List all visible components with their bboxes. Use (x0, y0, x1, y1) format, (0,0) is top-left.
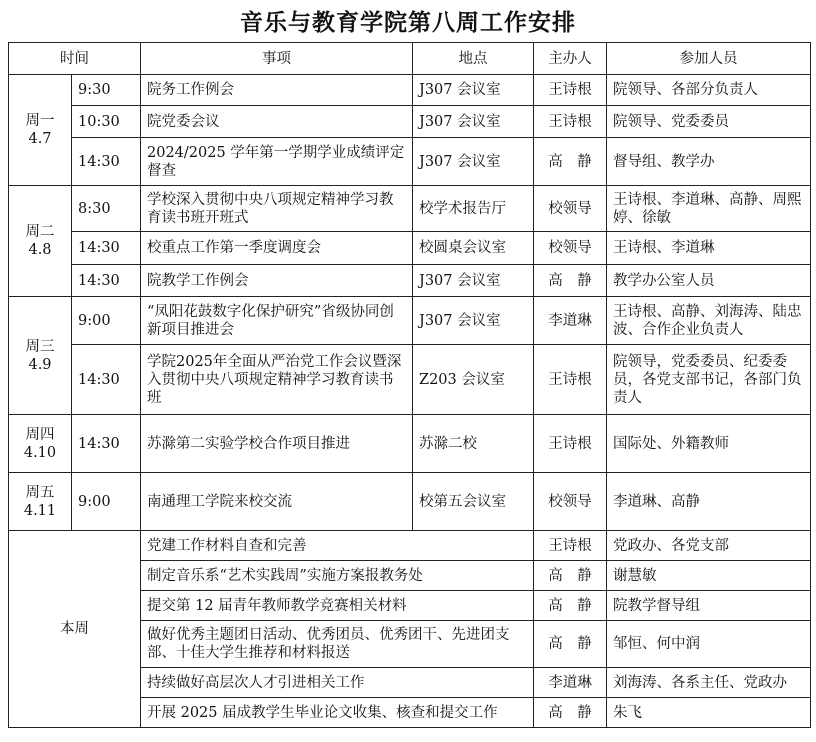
time-cell: 9:00 (72, 473, 141, 531)
place-cell: 苏滁二校 (413, 415, 534, 473)
host-cell: 高 静 (534, 265, 607, 297)
place-cell: 校第五会议室 (413, 473, 534, 531)
table-row (9, 265, 811, 297)
day-cell (9, 473, 72, 531)
time-cell: 10:30 (72, 106, 141, 138)
place-cell: 校学术报告厅 (413, 186, 534, 232)
attendees-cell: 督导组、教学办 (607, 138, 811, 186)
place-cell: J307 会议室 (413, 265, 534, 297)
matter-cell: 院教学工作例会 (141, 265, 413, 297)
matter-cell: 做好优秀主题团日活动、优秀团员、优秀团干、先进团支部、十佳大学生推荐和材料报送 (141, 621, 534, 668)
day-cell (9, 186, 72, 297)
host-cell: 校领导 (534, 186, 607, 232)
matter-cell: 党建工作材料自查和完善 (141, 531, 534, 561)
day-label: 周四 (25, 426, 55, 443)
host-cell: 高 静 (534, 138, 607, 186)
place-cell: 校圆桌会议室 (413, 232, 534, 265)
day-label: 周三 (25, 338, 55, 355)
time-cell: 14:30 (72, 232, 141, 265)
attendees-cell: 王诗根、李道琳 (607, 232, 811, 265)
day-date: 4.7 (28, 131, 52, 147)
place-cell: J307 会议室 (413, 138, 534, 186)
table-row (9, 415, 811, 473)
matter-cell: 校重点工作第一季度调度会 (141, 232, 413, 265)
attendees-cell: 党政办、各党支部 (607, 531, 811, 561)
place-cell: Z203 会议室 (413, 345, 534, 415)
matter-cell: “凤阳花鼓数字化保护研究”省级协同创新项目推进会 (141, 297, 413, 345)
day-label: 周二 (25, 224, 55, 240)
place-cell: J307 会议室 (413, 297, 534, 345)
table-row (9, 345, 811, 415)
week-label: 本周 (9, 531, 141, 728)
host-cell: 高 静 (534, 698, 607, 728)
time-cell: 14:30 (72, 265, 141, 297)
attendees-cell: 院领导，党委委员、纪委委员，各党支部书记，各部门负责人 (607, 345, 811, 415)
table-row (9, 473, 811, 531)
host-cell: 王诗根 (534, 531, 607, 561)
time-cell: 8:30 (72, 186, 141, 232)
schedule-table (8, 42, 811, 728)
attendees-cell: 院教学督导组 (607, 591, 811, 621)
day-date: 4.9 (28, 356, 52, 373)
day-date: 4.11 (23, 502, 57, 519)
day-date: 4.10 (23, 444, 57, 461)
matter-cell: 南通理工学院来校交流 (141, 473, 413, 531)
header-attendees: 参加人员 (607, 43, 811, 75)
day-label: 周一 (25, 113, 55, 129)
attendees-cell: 李道琳、高静 (607, 473, 811, 531)
header-time: 时间 (9, 43, 141, 75)
attendees-cell: 朱飞 (607, 698, 811, 728)
matter-cell: 苏滁第二实验学校合作项目推进 (141, 415, 413, 473)
attendees-cell: 院领导、党委委员 (607, 106, 811, 138)
matter-cell: 院务工作例会 (141, 75, 413, 106)
host-cell: 李道琳 (534, 297, 607, 345)
attendees-cell: 院领导、各部分负责人 (607, 75, 811, 106)
header-host: 主办人 (534, 43, 607, 75)
day-label: 周五 (25, 484, 55, 501)
host-cell: 高 静 (534, 621, 607, 668)
header-place: 地点 (413, 43, 534, 75)
time-cell: 14:30 (72, 138, 141, 186)
table-row (9, 297, 811, 345)
place-cell: J307 会议室 (413, 106, 534, 138)
host-cell: 高 静 (534, 591, 607, 621)
time-cell: 9:00 (72, 297, 141, 345)
attendees-cell: 国际处、外籍教师 (607, 415, 811, 473)
matter-cell: 院党委会议 (141, 106, 413, 138)
table-row (9, 138, 811, 186)
table-row (9, 75, 811, 106)
table-row (9, 531, 811, 561)
matter-cell: 2024/2025 学年第一学期学业成绩评定督查 (141, 138, 413, 186)
matter-cell: 制定音乐系“艺术实践周”实施方案报教务处 (141, 561, 534, 591)
day-cell (9, 75, 72, 186)
attendees-cell: 邹恒、何中润 (607, 621, 811, 668)
host-cell: 校领导 (534, 232, 607, 265)
day-cell (9, 297, 72, 415)
time-cell: 9:30 (72, 75, 141, 106)
attendees-cell: 谢慧敏 (607, 561, 811, 591)
host-cell: 校领导 (534, 473, 607, 531)
time-cell: 14:30 (72, 345, 141, 415)
table-row (9, 106, 811, 138)
day-date: 4.8 (28, 242, 52, 258)
header-row (9, 43, 811, 75)
matter-cell: 开展 2025 届成教学生毕业论文收集、核查和提交工作 (141, 698, 534, 728)
host-cell: 王诗根 (534, 415, 607, 473)
attendees-cell: 刘海涛、各系主任、党政办 (607, 668, 811, 698)
host-cell: 王诗根 (534, 75, 607, 106)
attendees-cell: 王诗根、李道琳、高静、周熙婷、徐敏 (607, 186, 811, 232)
matter-cell: 提交第 12 届青年教师教学竞赛相关材料 (141, 591, 534, 621)
matter-cell: 学校深入贯彻中央八项规定精神学习教育读书班开班式 (141, 186, 413, 232)
table-row (9, 186, 811, 232)
time-cell: 14:30 (72, 415, 141, 473)
host-cell: 王诗根 (534, 345, 607, 415)
header-matter: 事项 (141, 43, 413, 75)
matter-cell: 持续做好高层次人才引进相关工作 (141, 668, 534, 698)
host-cell: 李道琳 (534, 668, 607, 698)
place-cell: J307 会议室 (413, 75, 534, 106)
attendees-cell: 王诗根、高静、刘海涛、陆忠波、合作企业负责人 (607, 297, 811, 345)
host-cell: 王诗根 (534, 106, 607, 138)
host-cell: 高 静 (534, 561, 607, 591)
table-row (9, 232, 811, 265)
page-title: 音乐与教育学院第八周工作安排 (240, 10, 576, 36)
day-cell (9, 415, 72, 473)
matter-cell: 学院2025年全面从严治党工作会议暨深入贯彻中央八项规定精神学习教育读书班 (141, 345, 413, 415)
attendees-cell: 教学办公室人员 (607, 265, 811, 297)
